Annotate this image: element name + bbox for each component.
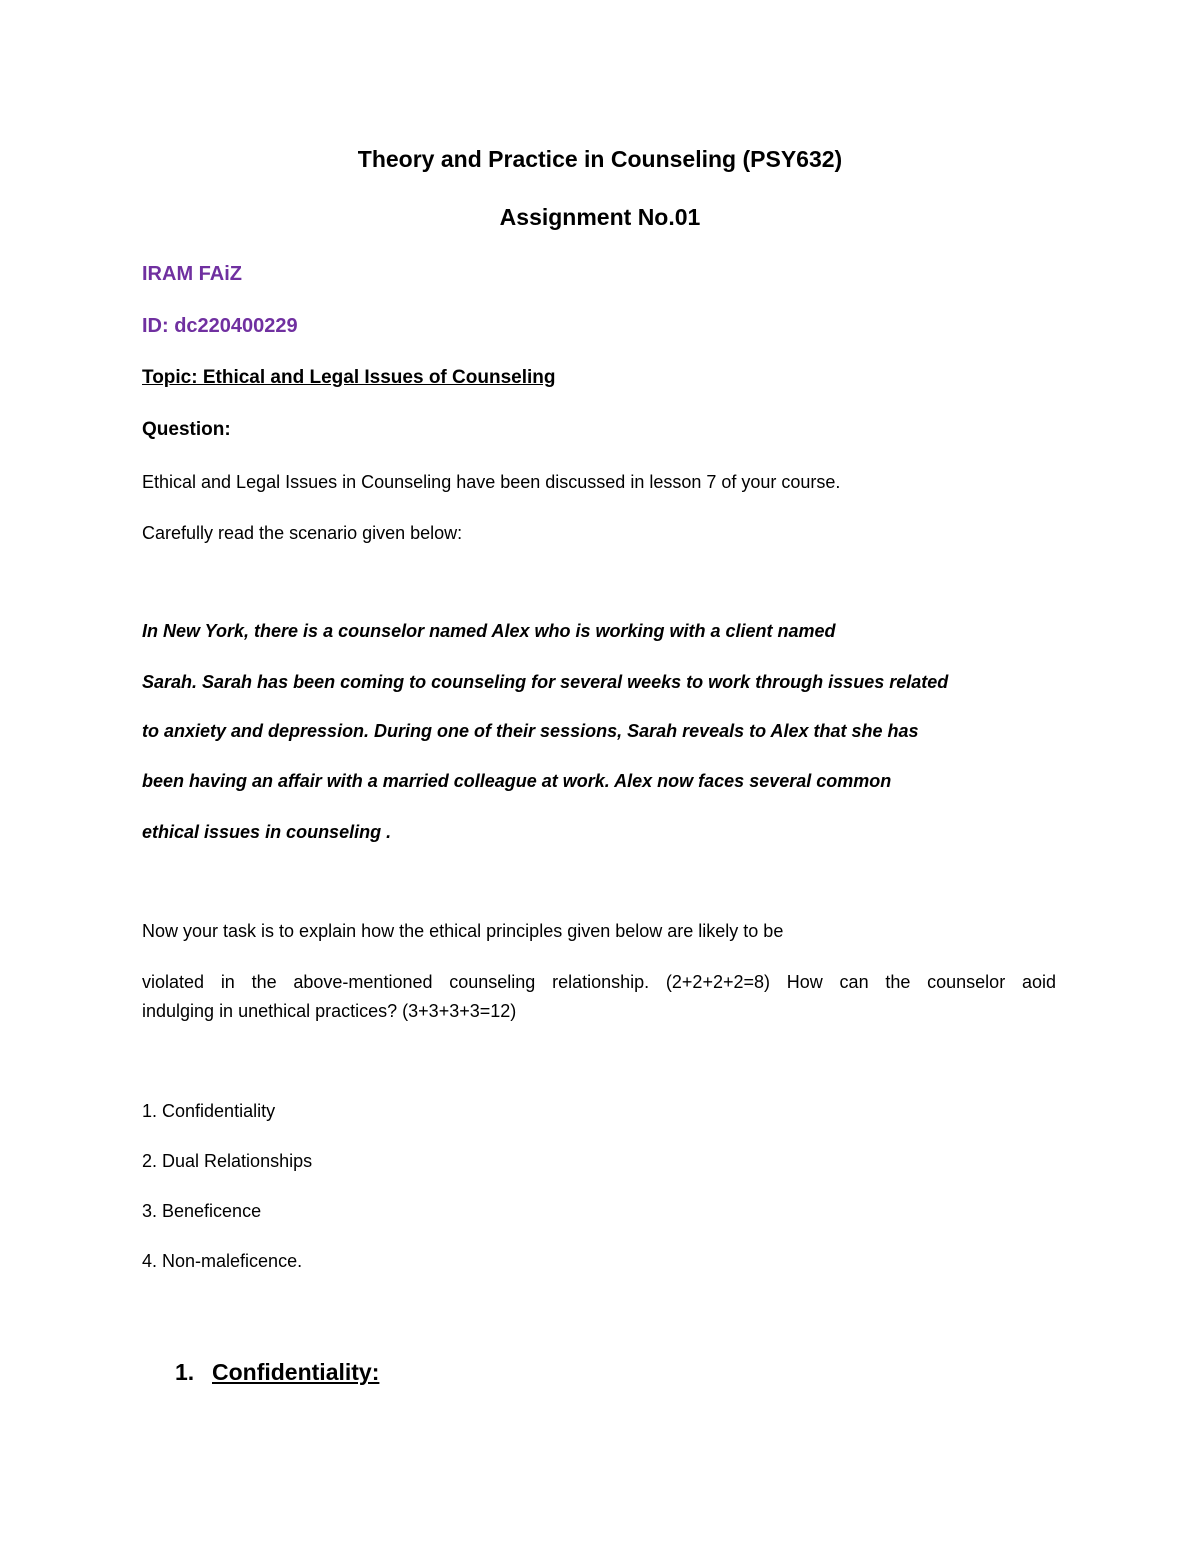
topic-heading: Topic: Ethical and Legal Issues of Counseling [142,367,556,388]
task-line: Now your task is to explain how the ethical principles given below are likely to be [142,921,784,941]
task-paragraph-line-2: indulging in unethical practices? (3+3+3+3=12) [142,1001,517,1021]
assignment-number: Assignment No.01 [499,204,701,230]
principle-item: 3. Beneficence [142,1201,262,1221]
scenario-line: to anxiety and depression. During one of their sessions, Sarah reveals to Alex that she has [142,721,919,741]
principle-item: 1. Confidentiality [142,1101,276,1121]
read-line: Carefully read the scenario given below: [142,523,463,543]
student-id: ID: dc220400229 [142,315,298,337]
principle-item: 2. Dual Relationships [142,1151,313,1171]
scenario-line: been having an affair with a married colleague at work. Alex now faces several common [142,771,892,791]
principle-item: 4. Non-maleficence. [142,1251,303,1271]
scenario-line: In New York, there is a counselor named Alex who is working with a client named [142,621,836,641]
scenario-line: ethical issues in counseling . [142,822,392,842]
section-number: 1. [175,1359,195,1385]
student-name: IRAM FAiZ [142,263,242,285]
section-heading: Confidentiality: [212,1359,380,1385]
document-title: Theory and Practice in Counseling (PSY632) [357,146,843,172]
scenario-line: Sarah. Sarah has been coming to counseling for several weeks to work through issues related [142,672,949,692]
intro-line: Ethical and Legal Issues in Counseling have been discussed in lesson 7 of your course. [142,472,841,492]
question-label: Question: [142,419,231,440]
task-paragraph-line-1: violated in the above-mentioned counseling relationship. (2+2+2+2=8) How can the counselor aoid [142,972,1056,992]
